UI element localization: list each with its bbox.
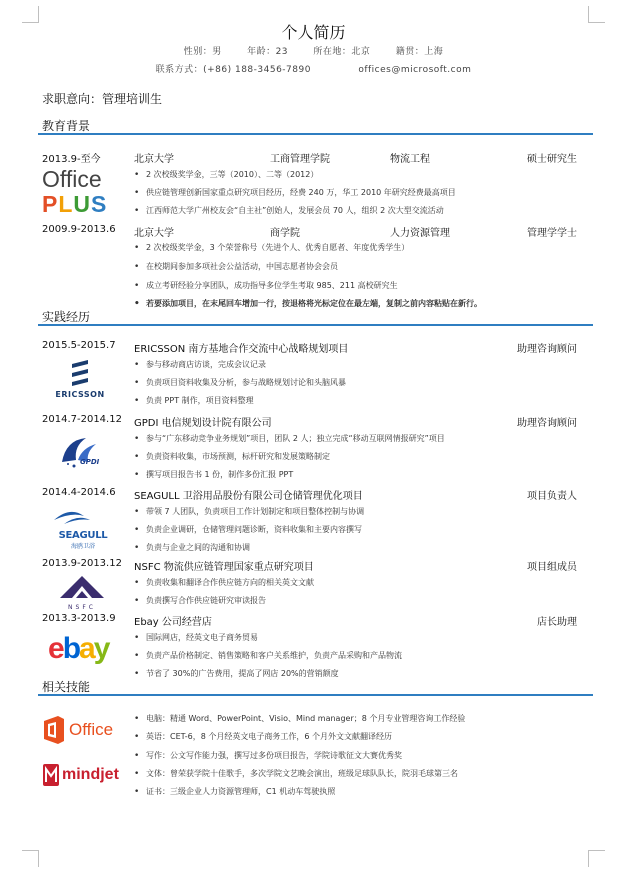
list-item: • 成立考研经验分享团队，成功指导多位学生考取 985、211 高校研究生 — [134, 280, 398, 291]
nsfc-logo-text: NSFC — [68, 604, 96, 611]
seagull-wave-icon — [50, 506, 116, 526]
school: 北京大学 — [134, 228, 174, 239]
list-item: • 2 次校级奖学金，三等（2010）、二等（2012） — [134, 169, 318, 180]
list-item: • 在校期间参加多项社会公益活动，中国志愿者协会会员 — [134, 261, 338, 272]
personal-info-line — [0, 44, 627, 57]
phone: 联系方式：(+86) 188-3456-7890 — [155, 65, 311, 75]
experience-entry-header — [42, 611, 577, 627]
experience-entry-header — [42, 556, 577, 572]
experience-entry-header — [42, 412, 577, 428]
list-item: • 负责撰写合作供应链研究审读报告 — [134, 595, 266, 606]
list-item: • 证书：三级企业人力资源管理师，C1 机动车驾驶执照 — [134, 786, 335, 797]
role: 助理咨询顾问 — [517, 344, 577, 355]
list-item: • 文体：曾荣获学院十佳歌手，多次学院文艺晚会演出，班级足球队队长，院羽毛球第三名 — [134, 768, 458, 779]
major: 人力资源管理 — [390, 228, 450, 239]
list-item: • 负责产品价格制定、销售策略和客户关系维护，负责产品采购和产品物流 — [134, 650, 402, 661]
organization: GPDI 电信规划设计院有限公司 — [134, 418, 272, 429]
list-item: • 节省了 30%的广告费用，提高了网店 20%的营销额度 — [134, 668, 339, 679]
seagull-logo-subtext: 海鸥卫浴 — [70, 543, 95, 550]
role: 店长助理 — [537, 617, 577, 628]
ebay-logo-text: ebay — [48, 632, 109, 665]
education-entry-header — [42, 148, 577, 164]
mindjet-icon — [42, 762, 60, 788]
list-item: • 负责企业调研，仓储管理问题诊断，资料收集和主要内容撰写 — [134, 524, 362, 535]
seagull-logo — [50, 506, 116, 548]
list-item: • 若要添加项目，在末尾回车增加一行，按退格将光标定位在最左端，复制之前内容粘贴在新行。 — [134, 298, 482, 309]
list-item: • 负责项目资料收集及分析，参与战略规划讨论和头脑风暴 — [134, 377, 346, 388]
degree: 管理学学士 — [527, 228, 577, 239]
list-item: • 参与“广东移动竞争业务规划”项目，团队 2 人；独立完成“移动互联网情报研究”项目 — [134, 433, 445, 444]
gender: 性别：男 — [183, 47, 222, 57]
section-title-skills: 相关技能 — [42, 680, 91, 694]
office-icon — [42, 716, 66, 744]
list-item: • 负责资料收集，市场预测，标杆研究和发展策略制定 — [134, 451, 330, 462]
entry-date: 2013.3-2013.9 — [42, 613, 116, 624]
list-item: • 江西师范大学广州校友会“自主社”创始人，发展会员 70 人，组织 2 次大型交流活动 — [134, 205, 444, 216]
logo-text-office: Office — [42, 166, 102, 192]
entry-date: 2015.5-2015.7 — [42, 340, 116, 351]
list-item: • 带领 7 人团队，负责项目工作计划制定和项目整体控制与协调 — [134, 506, 364, 517]
section-divider — [38, 324, 593, 326]
contact-line — [0, 62, 627, 75]
role: 项目组成员 — [527, 562, 577, 573]
degree: 硕士研究生 — [527, 154, 577, 165]
organization: ERICSSON 南方基地合作交流中心战略规划项目 — [134, 344, 349, 355]
mindjet-logo-text: mindjet — [62, 766, 119, 783]
nsfc-logo — [58, 574, 106, 610]
office-logo — [42, 714, 122, 746]
ericsson-logo — [52, 360, 108, 400]
list-item: • 负责与企业之间的沟通和协调 — [134, 542, 250, 553]
list-item: • 电脑：精通 Word、PowerPoint、Visio、Mind manager；8 个月专业管理咨询工作经验 — [134, 713, 465, 724]
list-item: • 2 次校级奖学金，3 个荣誉称号（先进个人、优秀自愿者、年度优秀学生） — [134, 242, 409, 253]
list-item: • 英语：CET-6，8 个月经英文电子商务工作，6 个月外文文献翻译经历 — [134, 731, 392, 742]
experience-entry-header — [42, 485, 577, 501]
entry-date: 2009.9-2013.6 — [42, 224, 116, 235]
ericsson-logo-text: ERICSSON — [55, 390, 105, 399]
logo-text-plus: PLUS — [42, 191, 108, 217]
organization: SEAGULL 卫浴用品股份有限公司仓储管理优化项目 — [134, 491, 363, 502]
location: 所在地：北京 — [313, 47, 371, 57]
list-item: • 国际网店，经英文电子商务贸易 — [134, 632, 258, 643]
list-item: • 负责收集和翻译合作供应链方向的相关英文文献 — [134, 577, 314, 588]
office-logo-text: Office — [69, 720, 114, 739]
job-objective: 求职意向：管理培训生 — [42, 92, 163, 106]
role: 助理咨询顾问 — [517, 418, 577, 429]
entry-date: 2013.9-2013.12 — [42, 558, 122, 569]
section-divider — [38, 133, 593, 135]
email[interactable]: offices@microsoft.com — [358, 65, 472, 75]
ericsson-stripes-icon — [52, 360, 108, 386]
entry-date: 2013.9-至今 — [42, 154, 101, 165]
major: 物流工程 — [390, 154, 430, 165]
list-item: • 参与移动商店访谈，完成会议记录 — [134, 359, 266, 370]
list-item: • 负责 PPT 制作，项目资料整理 — [134, 395, 254, 406]
gpdi-logo — [56, 434, 114, 474]
college: 工商管理学院 — [270, 154, 330, 165]
age: 年龄：23 — [247, 47, 289, 57]
section-title-experience: 实践经历 — [42, 310, 91, 324]
office-plus-logo — [42, 166, 122, 218]
list-item: • 撰写项目报告书 1 份，制作多份汇报 PPT — [134, 469, 293, 480]
nsfc-triangle-icon — [58, 574, 106, 600]
gpdi-swirl-icon — [56, 434, 114, 474]
role: 项目负责人 — [527, 491, 577, 502]
resume-title: 个人简历 — [281, 23, 346, 42]
list-item: • 供应链管理创新国家重点研究项目经历，经费 240 万，华工 2010 年研究经费最高项目 — [134, 187, 456, 198]
ebay-logo — [48, 632, 112, 666]
experience-entry-header — [42, 338, 577, 354]
entry-date: 2014.4-2014.6 — [42, 487, 116, 498]
seagull-logo-text: SEAGULL — [58, 530, 108, 541]
page-corner-mark — [588, 850, 605, 867]
list-item: • 写作：公文写作能力强，撰写过多份项目报告，学院诗歌征文大赛优秀奖 — [134, 750, 402, 761]
education-entry-header — [42, 222, 577, 238]
college: 商学院 — [270, 228, 300, 239]
hometown: 籍贯：上海 — [395, 47, 444, 57]
mindjet-logo — [42, 760, 122, 790]
entry-date: 2014.7-2014.12 — [42, 414, 122, 425]
page-corner-mark — [22, 850, 39, 867]
section-title-education: 教育背景 — [42, 119, 91, 133]
school: 北京大学 — [134, 154, 174, 165]
organization: NSFC 物流供应链管理国家重点研究项目 — [134, 562, 314, 573]
organization: Ebay 公司经营店 — [134, 617, 212, 628]
section-divider — [38, 694, 593, 696]
gpdi-logo-text: GPDI — [80, 458, 100, 466]
